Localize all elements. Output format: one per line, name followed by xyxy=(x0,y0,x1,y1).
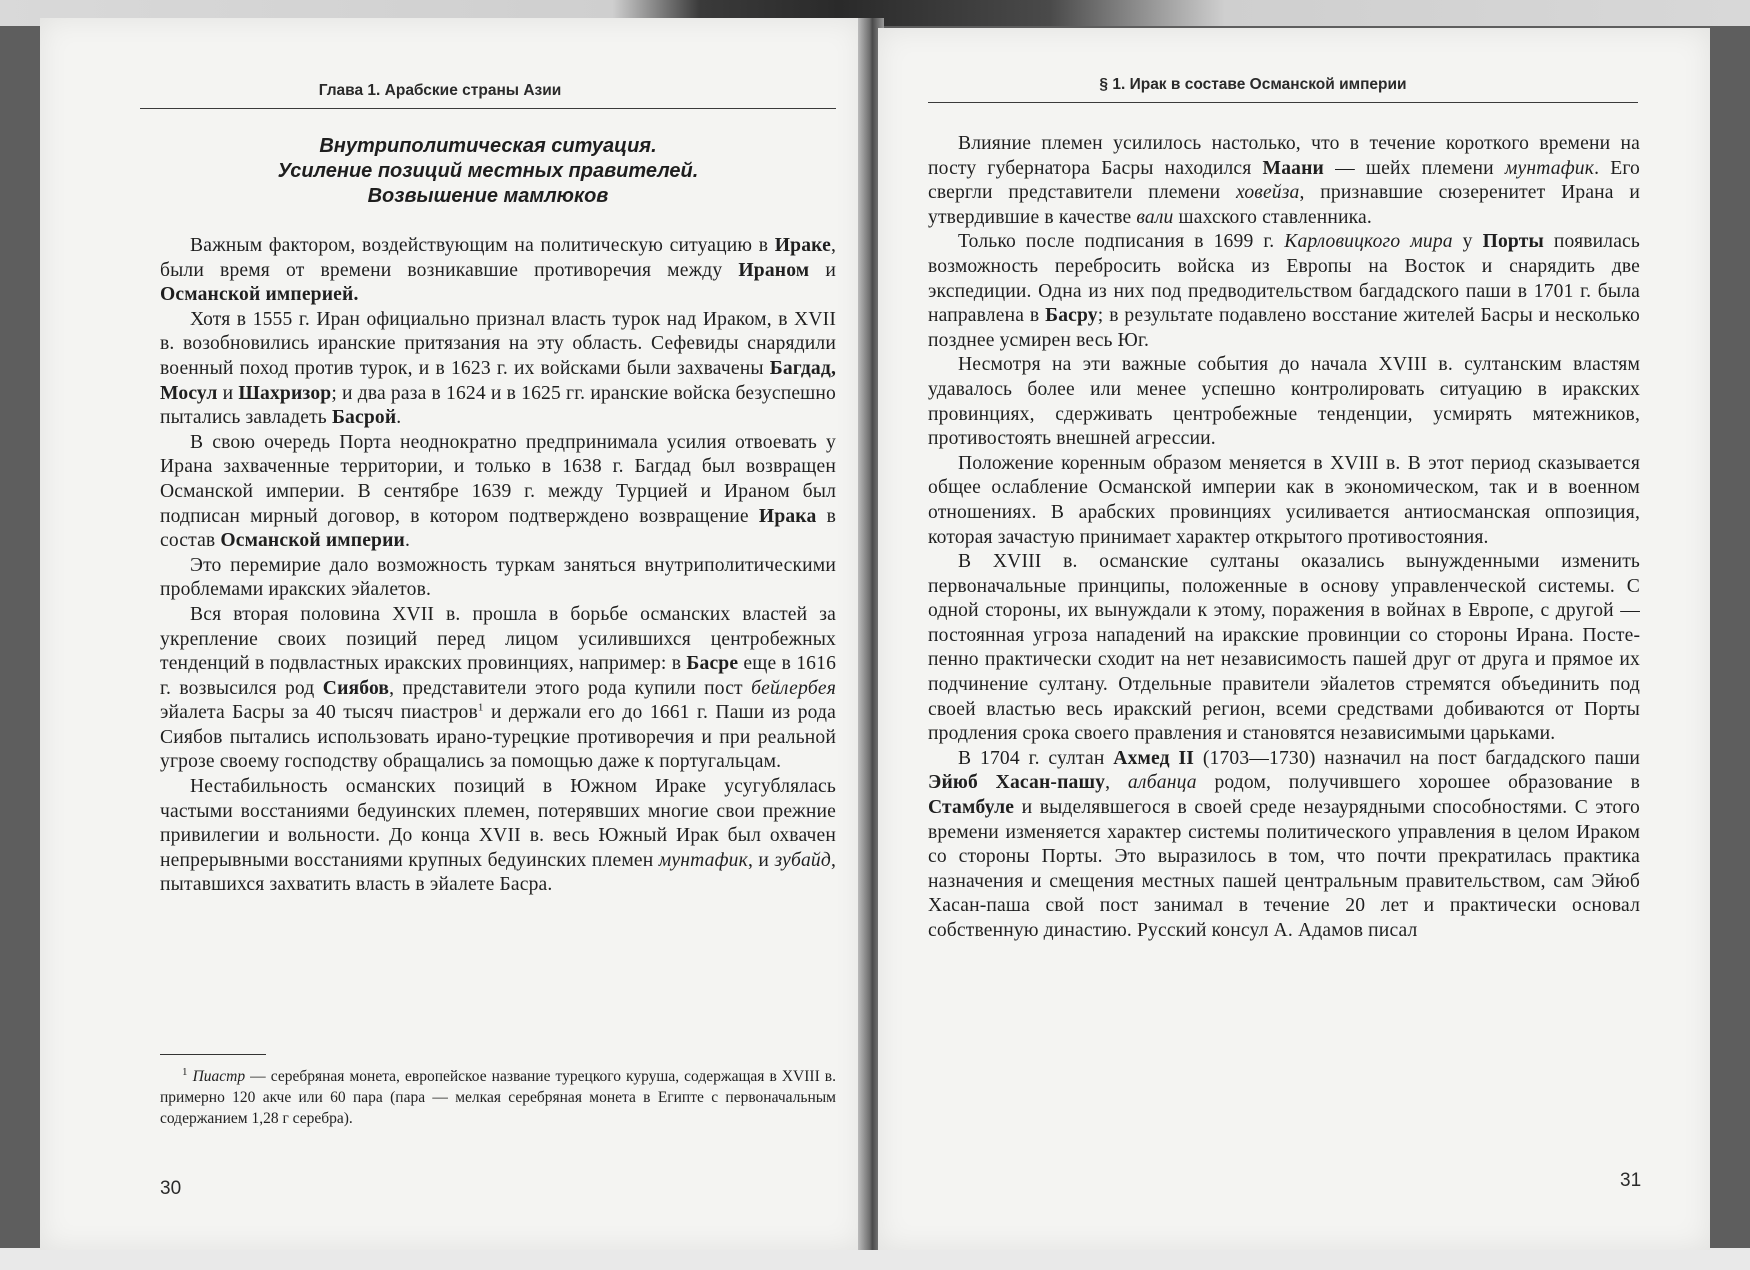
text-run: Вся вторая половина XVII в. прошла в борьбе османских властей за укрепление своих позиций перед лицом усилившихся центробежных тенденций в подвластных иракских провинциях, например: в xyxy=(160,603,836,675)
paragraph xyxy=(928,452,1640,550)
page-number-left: 30 xyxy=(160,1178,182,1199)
bold-term: Ираке xyxy=(774,235,831,256)
text-run: еще в 1616 г. возвысился род xyxy=(160,653,837,699)
italic-term: мунтафик xyxy=(658,849,748,871)
text-run: В XVIII в. османские султаны оказались вынужденными изменить первоначальные принципы, положенные в основу управленческой системы. С одной стороны, их вынуждали к этому, поражения в войнах в Европе, с другой — постоянная угроза нападений на иракские провинции со стороны Ирана. Постепенно практически сходит на нет независимость пашей друг от друга и прямое их подчинение султану. Отдельные правители эйалетов стремятся объединить под своей властью весь иракский регион, всеми средствами добиваются от Порты продления срока своего правления и становятся независимыми царьками. xyxy=(928,551,1640,745)
text-run: в состав xyxy=(160,505,837,552)
bold-term: Порты xyxy=(1482,231,1544,253)
footnote-text xyxy=(160,1066,836,1129)
running-head-left: Глава 1. Арабские страны Азии xyxy=(318,82,562,99)
bold-term: Эйюб Хасан-пашу xyxy=(928,772,1106,794)
bold-term: Стамбуле xyxy=(928,797,1015,819)
left-body-text xyxy=(160,234,836,898)
header-rule-right xyxy=(928,102,1638,103)
footnote xyxy=(160,1066,836,1129)
text-run: , представители этого рода купили пост xyxy=(389,677,752,699)
text-run: Положение коренным образом меняется в XVIII в. В этот период сказывается общее ослабление Османской империи как в экономическом, так и в военном отношениях. В арабских провинциях усиливается антиосманская оппозиция, которая зачастую принимает характер открытого противостояния. xyxy=(928,452,1640,548)
text-run: и xyxy=(217,382,239,404)
heading-line: Внутриполитическая ситуация. xyxy=(319,135,657,157)
text-run: Только после подписания в 1699 г. xyxy=(958,231,1285,253)
text-run: Важным фактором, воздействующим на политическую ситуацию в xyxy=(190,235,775,256)
footnote-marker: 1 xyxy=(182,1065,188,1078)
italic-term: зубайд xyxy=(774,849,831,871)
paragraph xyxy=(928,132,1640,230)
text-run: , признавшие сюзеренитет Ирана и утвердившие в качестве xyxy=(928,182,1641,228)
bold-term: Багдад, Мосул xyxy=(160,357,836,404)
left-page xyxy=(40,18,862,1250)
text-run: ; и два раза в 1624 и в 1625 гг. иранские войска безуспешно пытались завладеть xyxy=(160,382,836,429)
bold-term: Ирака xyxy=(758,505,817,527)
bold-term: Басре xyxy=(686,653,739,675)
text-run: . xyxy=(396,407,402,429)
text-run: (1703—1730) назначил на пост багдадского паши xyxy=(1194,747,1640,769)
bold-term: Басру xyxy=(1045,305,1098,327)
text-run: , были время от времени возникавшие противоречия между xyxy=(160,235,836,281)
text-run: родом, получившего хорошее образование в xyxy=(1196,772,1640,794)
paragraph xyxy=(160,431,836,554)
italic-term: Пиастр xyxy=(192,1068,246,1085)
text-run: у xyxy=(1452,231,1483,253)
text-run: и xyxy=(809,259,836,281)
italic-term: бейлербея xyxy=(751,677,837,699)
text-run: ; в результате подавлено восстание жителей Басры и несколько позднее усмирен весь Юг. xyxy=(928,305,1640,351)
bold-term: Османской империи xyxy=(220,530,405,552)
bold-term: Басрой xyxy=(331,407,397,429)
text-run: . Его свергли представители племени xyxy=(928,157,1640,204)
text-run: Это перемирие дало возможность туркам заняться внутриполитическими проблемами иракских эйалетов. xyxy=(160,554,836,601)
paragraph xyxy=(160,554,836,603)
paragraph xyxy=(928,230,1640,353)
right-body-text xyxy=(928,132,1640,944)
italic-term: вали xyxy=(1136,206,1174,228)
text-run: , и xyxy=(747,849,775,871)
text-run: — шейх племени xyxy=(1323,157,1505,179)
text-run: — серебряная монета, европейское название турецкого куруша, содержащая в XVIII в. примерно 120 акче или 60 пара (пара — мелкая серебряная монета в Египте с первоначальным содержанием 1,28 г серебра). xyxy=(160,1068,837,1127)
footnote-marker: 1 xyxy=(477,701,484,714)
text-run: и держали его до 1661 г. Паши из рода Сиябов пытались использовать ирано-турецкие противоречия и при реальной угрозе своему господству обращались за помощью даже к португальцам. xyxy=(160,702,836,773)
bold-term: Ахмед II xyxy=(1113,747,1195,769)
right-page xyxy=(878,28,1710,1250)
section-heading xyxy=(140,134,836,209)
text-run: эйалета Басры за 40 тысяч пиастров xyxy=(160,702,478,724)
bold-term: Маани xyxy=(1262,157,1324,179)
text-run: шахского ставленника. xyxy=(1173,206,1372,228)
text-run: Хотя в 1555 г. Иран официально признал власть турок над Ираком, в XVII в. возобновились иранские притязания на эту область. Сефевиды снарядили военный поход против турок, и в 1623 г. их войсками были захвачены xyxy=(160,308,836,379)
bold-term: Сиябов xyxy=(322,677,390,699)
running-head-right: § 1. Ирак в составе Османской империи xyxy=(1099,76,1407,93)
paragraph xyxy=(160,308,836,431)
paragraph xyxy=(928,747,1640,944)
italic-term: Карловицкого мира xyxy=(1284,231,1453,253)
italic-term: албанца xyxy=(1127,772,1197,794)
text-run: Несмотря на эти важные события до начала XVIII в. султанским властям удавалось более или менее успешно контролировать ситуацию в иракских провинциях, сдерживать центробежные тенденции, усмирять мятежников, противостоять внешней агрессии. xyxy=(928,354,1640,450)
paragraph xyxy=(928,353,1640,451)
text-run: , пытавшихся захватить власть в эйалете Басра. xyxy=(160,849,836,896)
text-run: В 1704 г. султан xyxy=(958,747,1114,769)
bold-term: Ираном xyxy=(738,259,810,281)
paragraph xyxy=(928,550,1640,747)
scan-background-bottom xyxy=(0,1248,1750,1270)
page-number-right: 31 xyxy=(1620,1170,1642,1191)
text-run: . xyxy=(405,530,411,552)
bold-term: Османской империей. xyxy=(160,284,359,306)
footnote-rule xyxy=(160,1054,266,1055)
text-run: и выделявшегося в своей среде незаурядными способностями. С этого времени изменяется характер системы политического управления в целом Ираком со стороны Порты. Это выразилось в том, что почти прекратилась практика назначения и смещения местных пашей центральным правительством, сам Эйюб Хасан-паша свой пост занимал в течение 20 лет и практически основал собственную династию. Русский консул А. Адамов писал xyxy=(928,797,1640,941)
text-run: появилась возможность перебросить войска из Европы на Восток и снарядить две экспедиции. Одна из них под предводительством багдадского паши в 1701 г. была направлена в xyxy=(928,231,1640,327)
text-run: Нестабильность османских позиций в Южном Ираке усугублялась частыми восстаниями бедуинских племен, потерявших многие свои прежние привилегии и вольности. До конца XVII в. весь Южный Ирак был охвачен непрерывными восстаниями крупных бедуинских племен xyxy=(160,776,836,871)
heading-line: Усиление позиций местных правителей. xyxy=(277,160,699,182)
text-run: В свою очередь Порта неоднократно предпринимала усилия отвоевать у Ирана захваченные территории, и только в 1638 г. Багдад был возвращен Османской империи. В сентябре 1639 г. между Турцией и Ираном был подписан мирный договор, в котором подтверждено возвращение xyxy=(160,431,836,527)
italic-term: ховейза xyxy=(1235,182,1300,204)
text-run: , xyxy=(1105,772,1128,794)
italic-term: мунтафик xyxy=(1504,157,1595,179)
paragraph xyxy=(160,603,836,775)
header-rule-left xyxy=(140,108,836,109)
paragraph xyxy=(160,775,836,898)
heading-line: Возвышение мамлюков xyxy=(367,185,609,207)
text-run: Влияние племен усилилось настолько, что в течение короткого времени на посту губернатора Басры находился xyxy=(928,133,1640,179)
bold-term: Шахризор xyxy=(238,382,332,404)
paragraph xyxy=(160,234,836,308)
